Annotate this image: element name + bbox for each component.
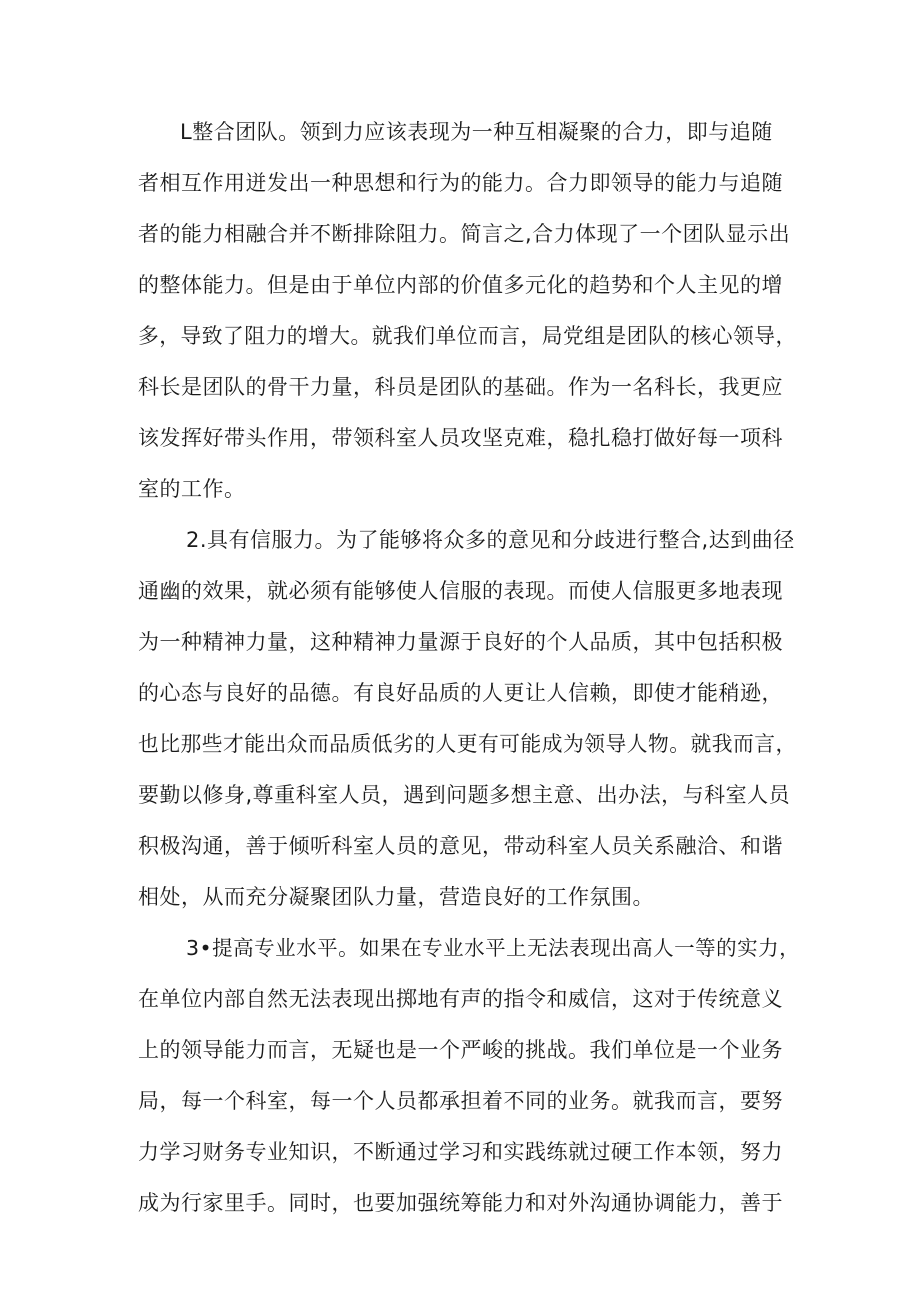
- paragraph-1-line-4: 的整体能力。但是由于单位内部的价值多元化的趋势和个人主见的增: [138, 273, 783, 297]
- paragraph-3-line-4: 局，每一个科室，每一个人员都承担着不同的业务。就我而言，要努: [138, 1089, 783, 1113]
- paragraph-1-line-6: 科长是团队的骨干力量，科员是团队的基础。作为一名科长，我更应: [138, 375, 783, 399]
- paragraph-2-line-6: 要勤以修身,尊重科室人员，遇到问题多想主意、出办法，与科室人员: [138, 783, 791, 807]
- paragraph-1-line-3: 者的能力相融合并不断排除阻力。简言之,合力体现了一个团队显示出: [138, 222, 791, 246]
- paragraph-3-line-2: 在单位内部自然无法表现出掷地有声的指令和威信，这对于传统意义: [138, 987, 783, 1011]
- paragraph-3-line-6: 成为行家里手。同时，也要加强统筹能力和对外沟通协调能力，善于: [138, 1191, 783, 1215]
- paragraph-3-line-5: 力学习财务专业知识，不断通过学习和实践练就过硬工作本领，努力: [138, 1140, 783, 1164]
- paragraph-1-line-7: 该发挥好带头作用，带领科室人员攻坚克难，稳扎稳打做好每一项科: [138, 426, 783, 450]
- paragraph-2-line-5: 也比那些才能出众而品质低劣的人更有可能成为领导人物。就我而言，: [138, 732, 797, 756]
- paragraph-2-line-2: 通幽的效果，就必须有能够使人信服的表现。而使人信服更多地表现: [138, 579, 783, 603]
- paragraph-1-line-8: 室的工作。: [138, 477, 246, 501]
- paragraph-2-line-3: 为一种精神力量，这种精神力量源于良好的个人品质，其中包括积极: [138, 630, 783, 654]
- paragraph-1-line-2: 者相互作用迸发出一种思想和行为的能力。合力即领导的能力与追随: [138, 171, 783, 195]
- paragraph-2-line-4: 的心态与良好的品德。有良好品质的人更让人信赖，即使才能稍逊，: [138, 681, 783, 705]
- paragraph-3-line-3: 上的领导能力而言，无疑也是一个严峻的挑战。我们单位是一个业务: [138, 1038, 783, 1062]
- paragraph-1-line-1: L整合团队。领到力应该表现为一种互相凝聚的合力，即与追随: [180, 120, 773, 144]
- paragraph-2-line-8: 相处，从而充分凝聚团队力量，营造良好的工作氛围。: [138, 885, 654, 909]
- paragraph-2-line-1: 2.具有信服力。为了能够将众多的意见和分歧进行整合,达到曲径: [186, 528, 795, 552]
- paragraph-1-line-5: 多，导致了阻力的增大。就我们单位而言，局党组是团队的核心领导，: [138, 324, 797, 348]
- paragraph-2-line-7: 积极沟通，善于倾听科室人员的意见，带动科室人员关系融洽、和谐: [138, 834, 783, 858]
- paragraph-3-line-1: 3•提高专业水平。如果在专业水平上无法表现出高人一等的实力，: [186, 936, 801, 960]
